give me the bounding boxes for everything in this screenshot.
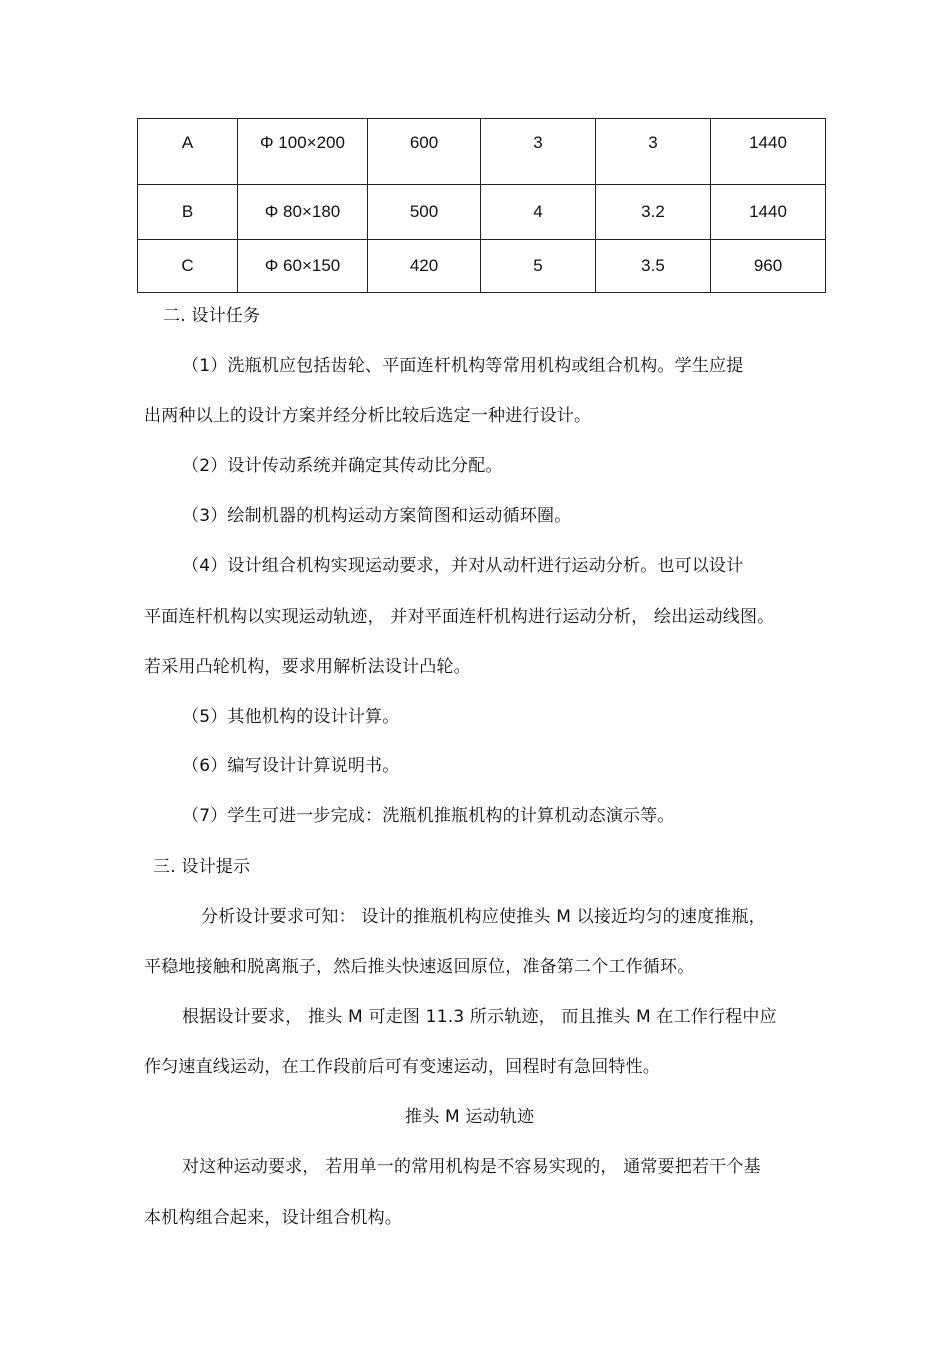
table-cell: 4 (481, 185, 596, 240)
parameter-table (137, 118, 826, 293)
table-cell: Φ 60×150 (238, 240, 368, 293)
table-cell: Φ 100×200 (238, 119, 368, 185)
tips-paragraph-2-cont: 作匀速直线运动，在工作段前后可有变速运动，回程时有急回特性。 (144, 1057, 660, 1077)
task-item-4-cont-2: 若采用凸轮机构，要求用解析法设计凸轮。 (144, 657, 471, 677)
table-cell: 500 (368, 185, 481, 240)
tips-paragraph-1: 分析设计要求可知： 设计的推瓶机构应使推头 M 以接近均匀的速度推瓶， (201, 907, 766, 927)
table-cell: 3 (596, 119, 711, 185)
tips-paragraph-1-cont: 平稳地接触和脱离瓶子，然后推头快速返回原位，准备第二个工作循环。 (144, 957, 695, 977)
table-cell: Φ 80×180 (238, 185, 368, 240)
task-item-2: （2）设计传动系统并确定其传动比分配。 (182, 456, 503, 476)
table-cell: 5 (481, 240, 596, 293)
task-item-1: （1）洗瓶机应包括齿轮、平面连杆机构等常用机构或组合机构。学生应提 (182, 356, 744, 376)
table-cell: 1440 (711, 185, 826, 240)
task-item-6: （6）编写设计计算说明书。 (182, 756, 400, 776)
table-cell: 960 (711, 240, 826, 293)
table-row (138, 185, 826, 240)
table-cell: A (138, 119, 238, 185)
table-cell: 3 (481, 119, 596, 185)
task-item-3: （3）绘制机器的机构运动方案简图和运动循环圈。 (182, 506, 572, 526)
table-cell: 3.2 (596, 185, 711, 240)
figure-caption: 推头 M 运动轨迹 (405, 1107, 535, 1127)
tips-paragraph-2: 根据设计要求， 推头 M 可走图 11.3 所示轨迹， 而且推头 M 在工作行程中应 (182, 1007, 777, 1027)
table-row (138, 240, 826, 293)
table-cell: 600 (368, 119, 481, 185)
task-item-5: （5）其他机构的设计计算。 (182, 707, 400, 727)
table-cell: 420 (368, 240, 481, 293)
table-cell: C (138, 240, 238, 293)
table-cell: 3.5 (596, 240, 711, 293)
table-row (138, 119, 826, 185)
table-cell: 1440 (711, 119, 826, 185)
task-item-4: （4）设计组合机构实现运动要求，并对从动杆进行运动分析。也可以设计 (182, 556, 744, 576)
section-heading-design-tips: 三. 设计提示 (153, 857, 251, 877)
table-cell: B (138, 185, 238, 240)
task-item-1-cont: 出两种以上的设计方案并经分析比较后选定一种进行设计。 (144, 406, 592, 426)
section-heading-design-tasks: 二. 设计任务 (163, 306, 261, 326)
tips-paragraph-3-cont: 本机构组合起来，设计组合机构。 (144, 1208, 402, 1228)
tips-paragraph-3: 对这种运动要求， 若用单一的常用机构是不容易实现的， 通常要把若干个基 (182, 1157, 761, 1177)
task-item-7: （7）学生可进一步完成：洗瓶机推瓶机构的计算机动态演示等。 (182, 806, 675, 826)
task-item-4-cont: 平面连杆机构以实现运动轨迹， 并对平面连杆机构进行运动分析， 绘出运动线图。 (144, 607, 775, 627)
